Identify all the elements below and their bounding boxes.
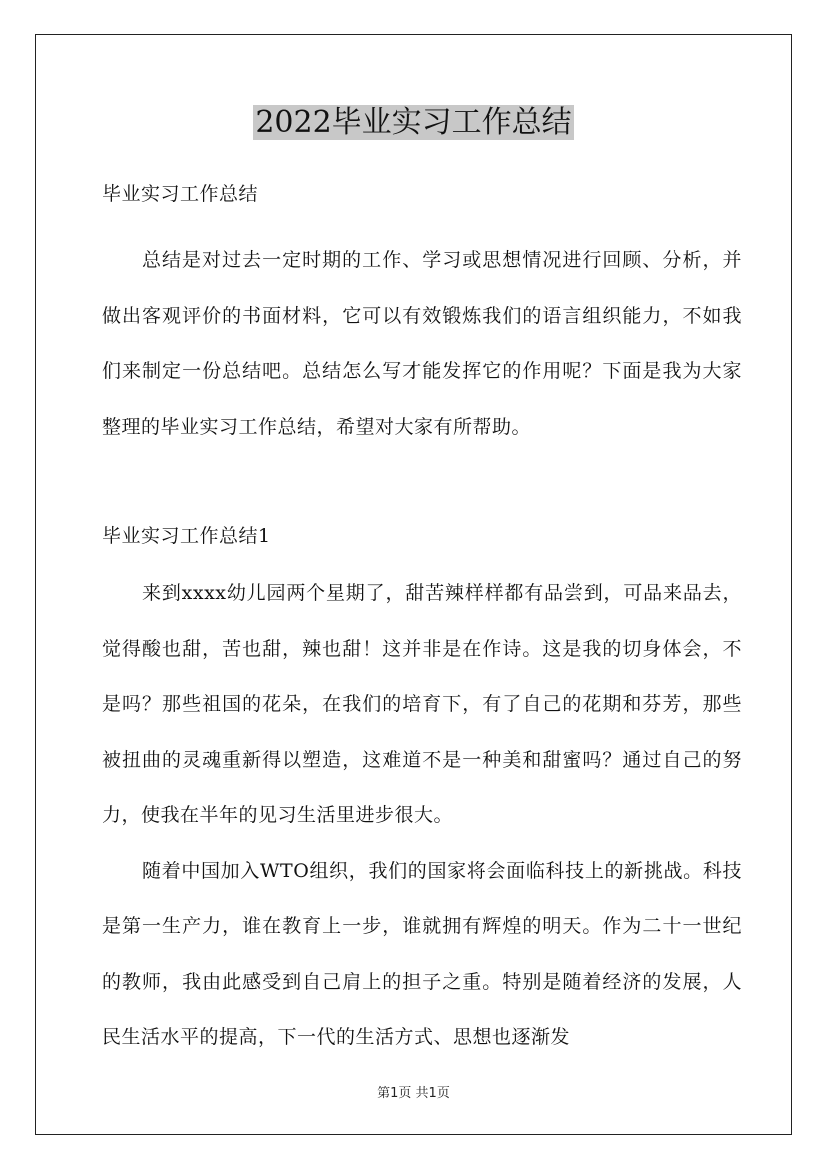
intro-heading: 毕业实习工作总结 <box>102 183 259 205</box>
document-title-text: 2022毕业实习工作总结 <box>255 105 572 140</box>
section-1-paragraph-2: 随着中国加入WTO组织，我们的国家将会面临科技上的新挑战。科技是第一生产力，谁在教育上一步，谁就拥有辉煌的明天。作为二十一世纪的教师，我由此感受到自己肩上的担子之重。特别是随着经济的发展，人民生活水平的提高，下一代的生活方式、思想也逐渐发 <box>102 859 742 1048</box>
section-1-paragraph-1: 来到xxxx幼儿园两个星期了，甜苦辣样样都有品尝到，可品来品去，觉得酸也甜，苦也甜，辣也甜！这并非是在作诗。这是我的切身体会，不是吗？那些祖国的花朵，在我们的培育下，有了自己的花期和芬芳，那些被扭曲的灵魂重新得以塑造，这难道不是一种美和甜蜜吗？通过自己的努力，使我在半年的见习生活里进步很大。 <box>102 582 742 826</box>
section-heading-1: 毕业实习工作总结1 <box>102 525 271 547</box>
intro-paragraph: 总结是对过去一定时期的工作、学习或思想情况进行回顾、分析，并做出客观评价的书面材料，它可以有效锻炼我们的语言组织能力，不如我们来制定一份总结吧。总结怎么写才能发挥它的作用呢？下面是我为大家整理的毕业实习工作总结，希望对大家有所帮助。 <box>102 249 742 438</box>
page-footer <box>0 1082 827 1101</box>
document-body <box>102 176 742 1066</box>
page-number: 第1页 共1页 <box>377 1086 450 1101</box>
document-title <box>0 100 827 146</box>
